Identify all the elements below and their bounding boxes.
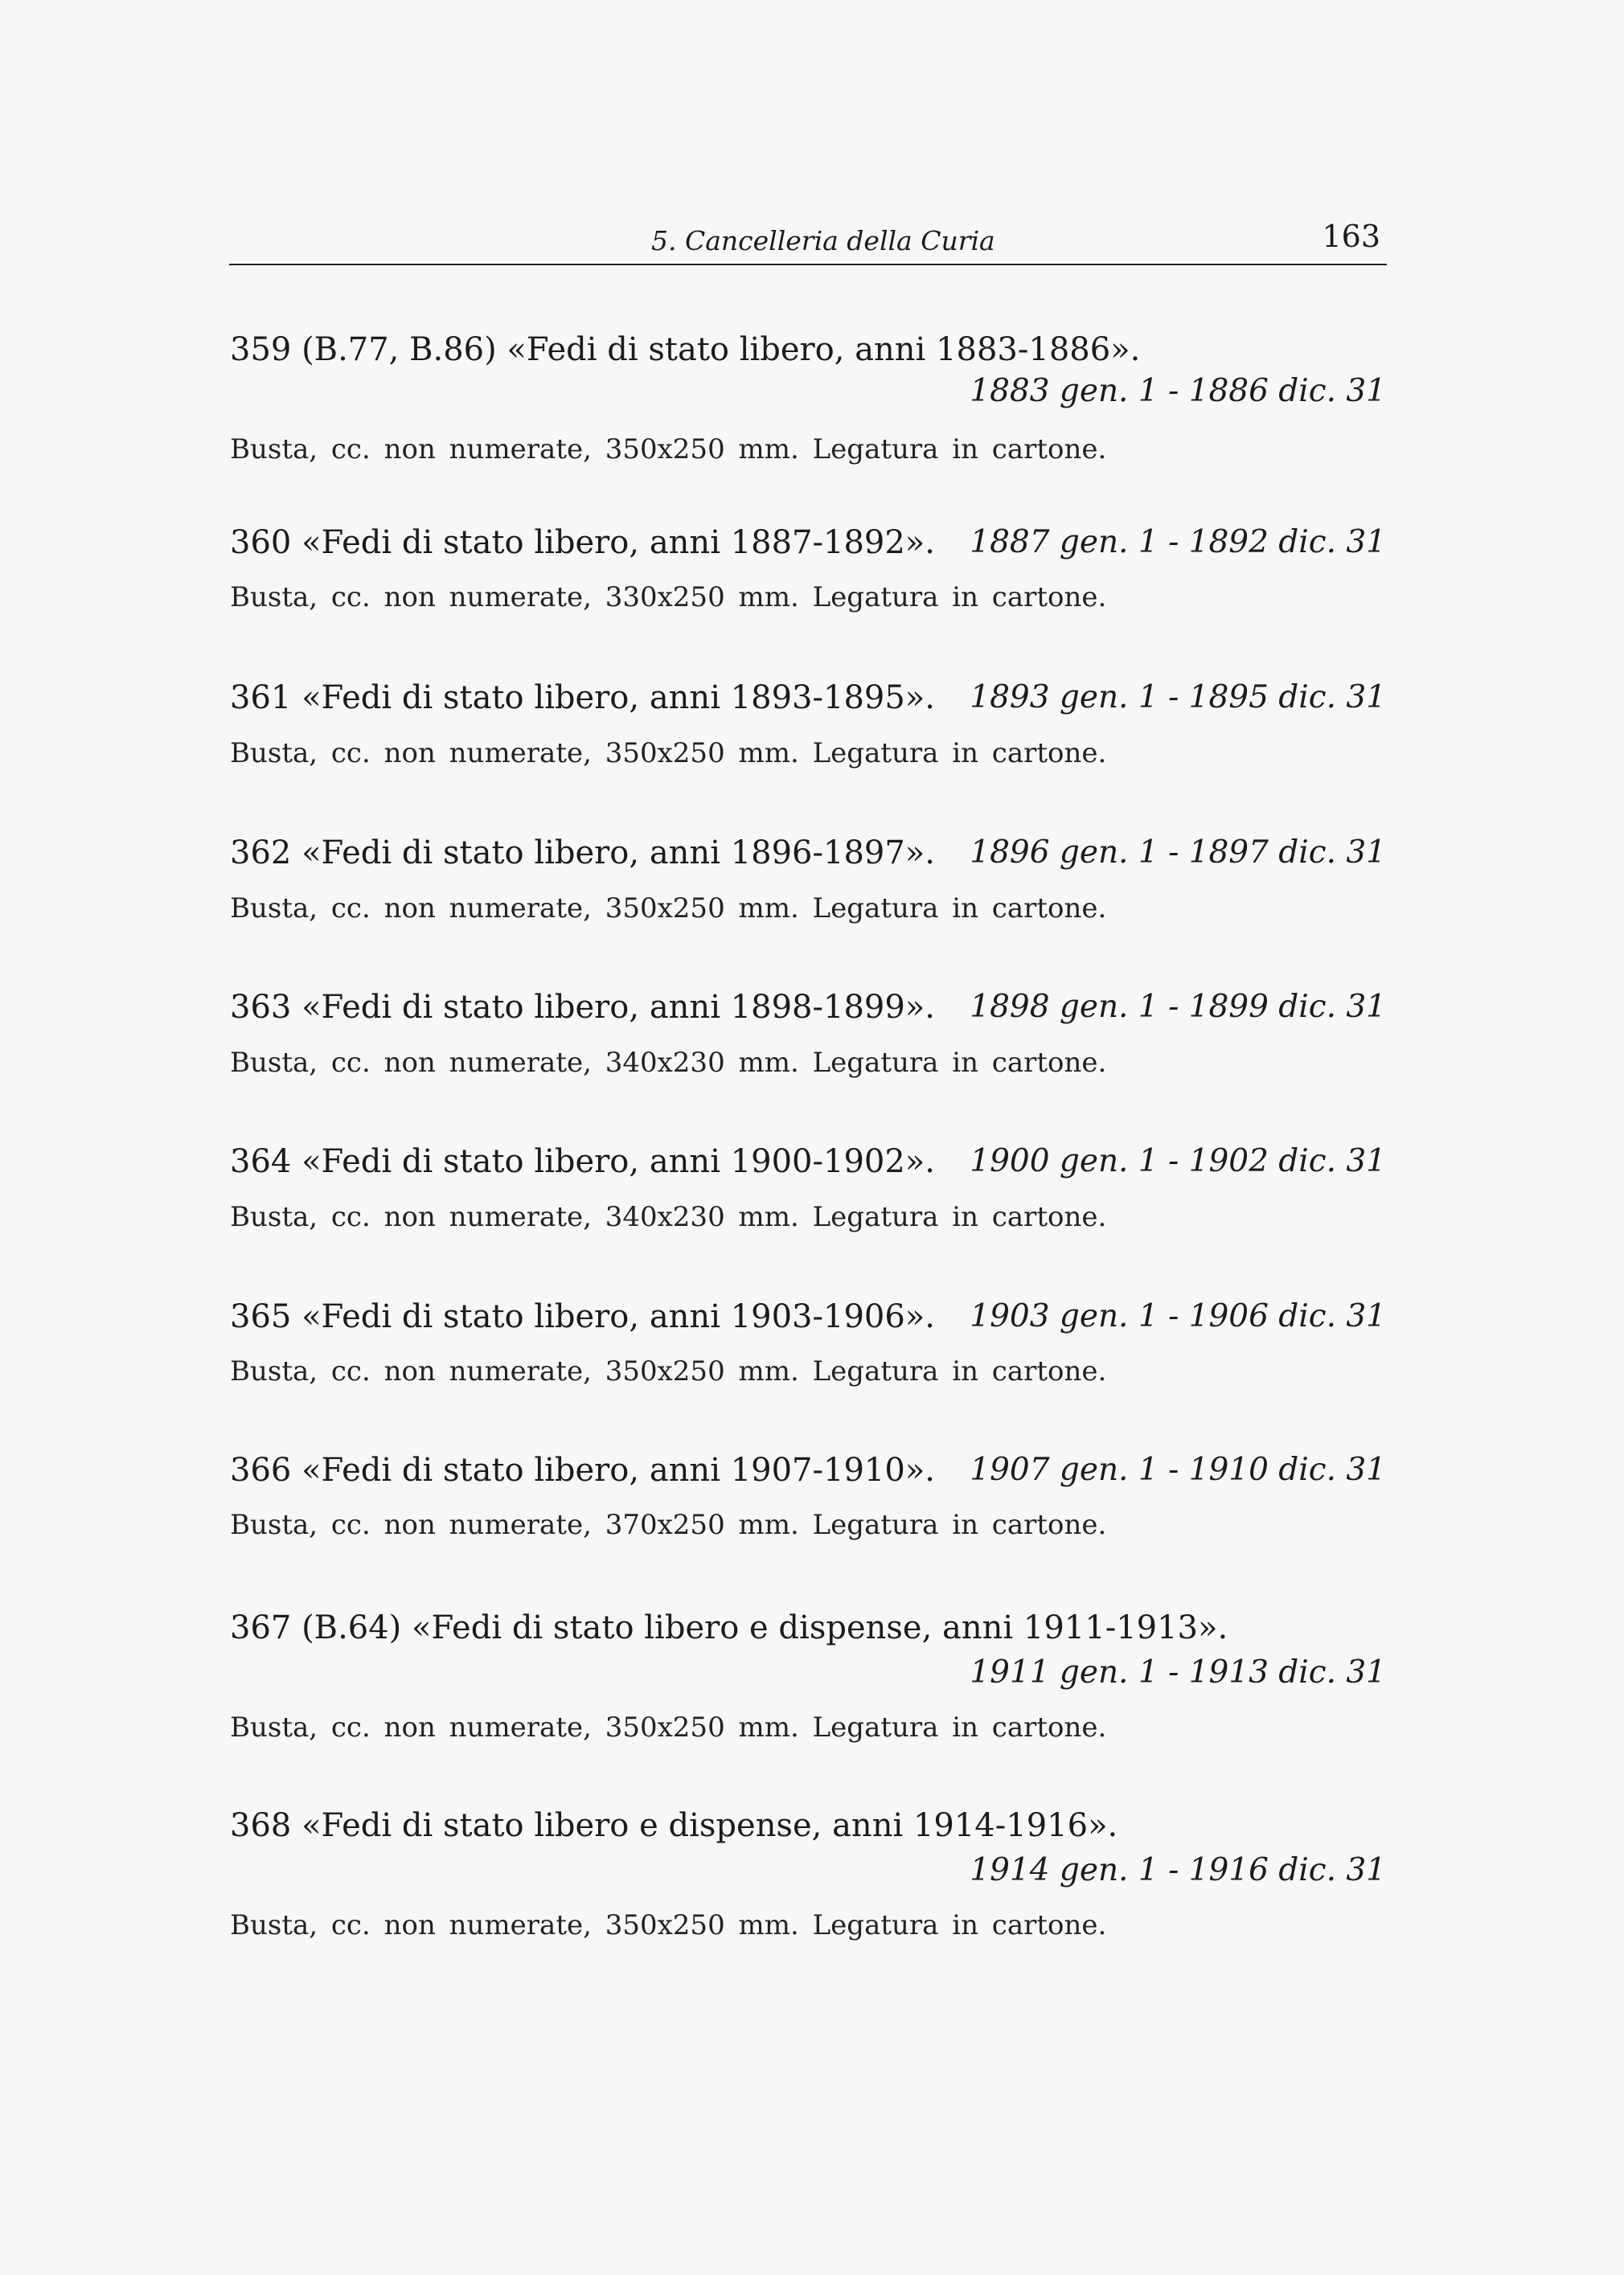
- entry-description: Busta, cc. non numerate, 340x230 mm. Legatura in cartone.: [230, 1047, 1107, 1079]
- entry-title: 365 «Fedi di stato libero, anni 1903-1906».: [230, 1298, 935, 1335]
- inventory-entry-367: [230, 1609, 1386, 1754]
- page-number: 163: [1322, 219, 1380, 254]
- entry-description: Busta, cc. non numerate, 350x250 mm. Legatura in cartone.: [230, 1909, 1107, 1941]
- entry-date: 1896 gen. 1 - 1897 dic. 31: [970, 834, 1386, 871]
- entry-date: 1887 gen. 1 - 1892 dic. 31: [970, 524, 1386, 560]
- inventory-entry-364: [230, 1143, 1386, 1248]
- entry-date: 1900 gen. 1 - 1902 dic. 31: [970, 1143, 1386, 1179]
- entry-title: 366 «Fedi di stato libero, anni 1907-1910».: [230, 1452, 935, 1489]
- inventory-entry-363: [230, 989, 1386, 1093]
- inventory-entry-368: [230, 1807, 1386, 1952]
- entry-date: 1893 gen. 1 - 1895 dic. 31: [970, 679, 1386, 715]
- entry-title: 360 «Fedi di stato libero, anni 1887-1892».: [230, 524, 935, 561]
- entry-date: 1883 gen. 1 - 1886 dic. 31: [970, 373, 1386, 409]
- entry-description: Busta, cc. non numerate, 350x250 mm. Legatura in cartone.: [230, 737, 1107, 769]
- inventory-entry-365: [230, 1298, 1386, 1403]
- entry-date: 1903 gen. 1 - 1906 dic. 31: [970, 1298, 1386, 1334]
- page-header: [229, 215, 1387, 265]
- entry-description: Busta, cc. non numerate, 340x230 mm. Legatura in cartone.: [230, 1201, 1107, 1233]
- entry-title: 362 «Fedi di stato libero, anni 1896-1897».: [230, 834, 935, 871]
- entry-description: Busta, cc. non numerate, 350x250 mm. Legatura in cartone.: [230, 1711, 1107, 1744]
- inventory-entry-359: [230, 331, 1386, 492]
- inventory-entry-366: [230, 1452, 1386, 1556]
- entry-title: 359 (B.77, B.86) «Fedi di stato libero, anni 1883-1886».: [230, 331, 1141, 368]
- inventory-entry-362: [230, 834, 1386, 939]
- entry-date: 1914 gen. 1 - 1916 dic. 31: [970, 1852, 1386, 1888]
- entry-description: Busta, cc. non numerate, 350x250 mm. Legatura in cartone.: [230, 1355, 1107, 1388]
- entry-description: Busta, cc. non numerate, 330x250 mm. Legatura in cartone.: [230, 581, 1107, 613]
- inventory-entry-361: [230, 679, 1386, 784]
- entry-title: 367 (B.64) «Fedi di stato libero e dispense, anni 1911-1913».: [230, 1609, 1228, 1646]
- inventory-entry-360: [230, 524, 1386, 629]
- entry-title: 361 «Fedi di stato libero, anni 1893-1895».: [230, 679, 935, 716]
- entry-description: Busta, cc. non numerate, 350x250 mm. Legatura in cartone.: [230, 433, 1107, 465]
- entry-date: 1907 gen. 1 - 1910 dic. 31: [970, 1452, 1386, 1488]
- entry-title: 368 «Fedi di stato libero e dispense, anni 1914-1916».: [230, 1807, 1118, 1844]
- entry-date: 1898 gen. 1 - 1899 dic. 31: [970, 989, 1386, 1025]
- running-head: 5. Cancelleria della Curia: [651, 225, 995, 256]
- entry-title: 364 «Fedi di stato libero, anni 1900-1902».: [230, 1143, 935, 1180]
- entry-date: 1911 gen. 1 - 1913 dic. 31: [970, 1654, 1386, 1691]
- entry-description: Busta, cc. non numerate, 350x250 mm. Legatura in cartone.: [230, 892, 1107, 924]
- entry-description: Busta, cc. non numerate, 370x250 mm. Legatura in cartone.: [230, 1509, 1107, 1541]
- entry-title: 363 «Fedi di stato libero, anni 1898-1899».: [230, 989, 935, 1026]
